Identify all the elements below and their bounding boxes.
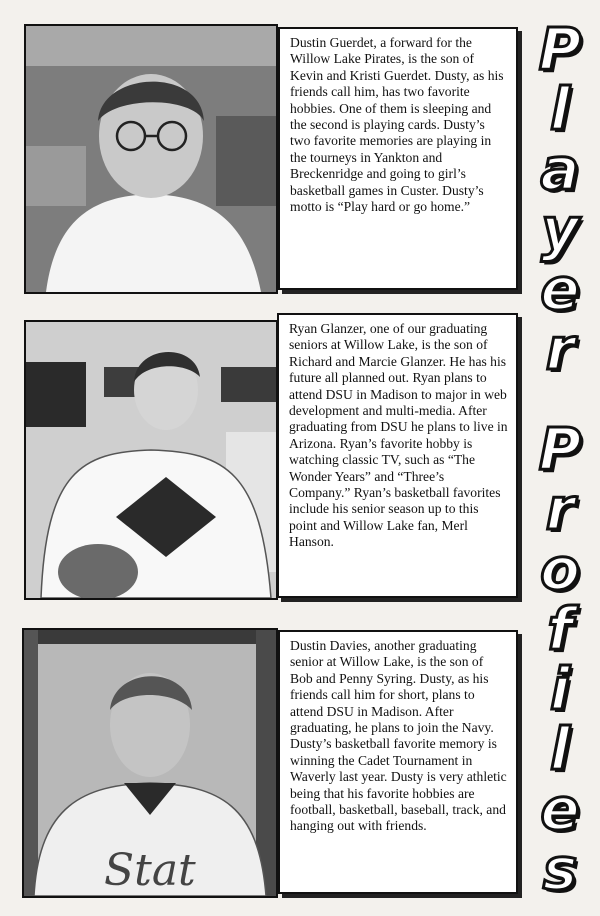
page-title-vertical: [520, 15, 600, 910]
title-letter: r: [545, 475, 575, 543]
title-letter: o: [540, 535, 580, 603]
player-portrait-icon: [26, 322, 276, 598]
bio-text: Dustin Guerdet, a forward for the Willow Lake Pirates, is the son of Kevin and Kristi Guerdet. Dusty, as his friends call him, has two favorite hobbies. One of them is sleeping and the second is playing cards. Dusty’s two favorite memories are playing in the tourneys in Yankton and Breckenridge and going to girl’s basketball games in Custer. Dusty’s motto is “Play hard or go home.”: [290, 35, 504, 215]
title-letter: P: [538, 415, 582, 483]
title-letter: e: [540, 775, 580, 843]
title-letter: s: [542, 835, 578, 903]
title-letter: e: [540, 255, 580, 323]
title-letter: l: [550, 75, 570, 143]
bio-text: Ryan Glanzer, one of our graduating seniors at Willow Lake, is the son of Richard and Marcie Glanzer. He has his future all planned out. Ryan plans to attend DSU in Madison to major in web development and multi-media. After graduating from DSU he plans to live in Arizona. Ryan’s favorite hobby is watching classic TV, such as “The Wonder Years” and “Three’s Company.” Ryan’s basketball favorites include his senior season up to this point and Willow Lake fan, Merl Hanson.: [289, 321, 508, 550]
player-portrait-icon: [26, 26, 276, 292]
title-letter: i: [550, 655, 570, 723]
player-photo-2: [24, 320, 278, 600]
title-letter: f: [547, 595, 573, 663]
title-letter: l: [550, 715, 570, 783]
player-portrait-icon: [24, 630, 276, 896]
player-photo-3: [22, 628, 278, 898]
title-letter: r: [545, 315, 575, 383]
player-bio-1: [278, 27, 518, 290]
bio-text: Dustin Davies, another graduating senior at Willow Lake, is the son of Bob and Penny Syring. Dusty, as his friends call him for short, plans to attend DSU in Madison. After graduating, he plans to join the Navy. Dusty’s basketball favorite memory is winning the Cadet Tournament in Waverly last year. Dusty is very athletic being that his favorite hobbies are football, basketball, baseball, track, and hanging out with friends.: [290, 638, 507, 834]
player-photo-1: [24, 24, 278, 294]
player-bio-2: [277, 313, 518, 598]
svg-text:Stat: Stat: [104, 845, 196, 896]
player-bio-3: [278, 630, 518, 894]
title-letter: P: [538, 15, 582, 83]
title-letter: y: [541, 195, 579, 263]
title-letter: a: [540, 135, 580, 203]
